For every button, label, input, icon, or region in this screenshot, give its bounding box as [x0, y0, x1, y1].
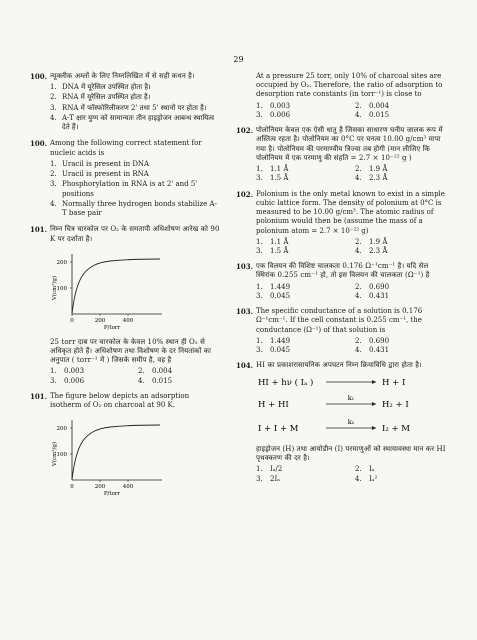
option[interactable]: 1. 1.449: [256, 282, 291, 291]
reaction-1-reactants: HI + hν ( Iₐ ): [258, 377, 314, 388]
mechanism-svg: [256, 374, 446, 440]
option[interactable]: 3. 0.006: [50, 376, 85, 385]
question-text: न्यूक्लीक अम्लों के लिए निम्नलिखित में से सही कथन है।: [50, 72, 195, 80]
options: [256, 283, 448, 301]
option[interactable]: 2. 0.004: [138, 367, 173, 376]
options: [256, 102, 448, 120]
question-number: 103.: [236, 262, 254, 272]
y-tick: 100: [56, 285, 67, 292]
question-number: 103.: [236, 307, 254, 317]
reaction-3-products: I₂ + M: [382, 423, 410, 434]
question-number: 104.: [236, 361, 254, 371]
statement: 4. Normally three hydrogen bonds stabilize A-T base pair: [50, 199, 217, 218]
question-text: The specific conductance of a solution is 0.176 Ω⁻¹cm⁻¹. If the cell constant is 0.255 cm⁻¹, the conductance (Ω⁻¹) of that solution is: [256, 307, 423, 334]
x-axis-label: P/torr: [103, 491, 121, 498]
options: [256, 337, 448, 355]
question-followup: हाइड्रोजन (H) तथा आयोडीन (I) परमाणुओं को स्थायावस्था मान कर HI पृथक्करण की दर है।: [256, 444, 446, 463]
x-tick: 200: [94, 317, 106, 324]
question-number: 101.: [30, 391, 48, 401]
question-number: 100.: [30, 139, 48, 149]
question-text: निम्न चित्र चारकोल पर O₂ के समतापी अधिशोषण आरेख को 90 K पर दर्शाता है।: [50, 225, 220, 243]
y-axis-label: V(cm³/g): [52, 275, 58, 300]
page-number: 29: [233, 55, 244, 64]
option[interactable]: 1. 1.1 Å: [256, 237, 289, 246]
reaction-2-products: H₂ + I: [382, 399, 409, 410]
question-102-english: [236, 190, 448, 257]
question-101-english: [30, 392, 220, 504]
statement: 2. RNA में यूरेसिल उपस्थित होता है।: [50, 93, 151, 102]
question-101-english-continued: [236, 72, 448, 120]
option[interactable]: 4. 0.015: [138, 376, 173, 385]
statement: 2. Uracil is present in RNA: [50, 170, 149, 179]
option[interactable]: 4. 2.3 Å: [355, 174, 388, 183]
question-number: 102.: [236, 189, 254, 199]
option[interactable]: 3. 0.045: [256, 291, 291, 300]
options: [256, 165, 448, 183]
option[interactable]: 4. 0.431: [355, 291, 390, 300]
question-text: Among the following correct statement for nucleic acids is: [50, 139, 202, 157]
isotherm-svg: [50, 248, 170, 332]
reaction-2-reactants: H + HI: [258, 399, 289, 410]
rate-constant-k1: k₁: [347, 393, 355, 402]
x-tick: 200: [94, 484, 106, 491]
right-column: [236, 72, 448, 490]
statement: 1. Uracil is present in DNA: [50, 159, 150, 168]
question-103-english: [236, 307, 448, 355]
question-text: The figure below depicts an adsorption isotherm of O₂ on charcoal at 90 K.: [50, 391, 190, 410]
option[interactable]: 1. 1.449: [256, 336, 291, 345]
question-102-hindi: [236, 126, 448, 183]
x-tick: 400: [122, 317, 134, 324]
statement: 4. A-T क्षार युग्म को सामान्यतः तीन हाइड्रोजन आबन्ध स्थायित्व देते हैं।: [50, 113, 214, 132]
x-tick: 0: [70, 484, 74, 491]
options: [50, 367, 220, 385]
option[interactable]: 1. Iₐ/2: [256, 465, 283, 474]
option[interactable]: 2. 1.9 Å: [355, 237, 388, 246]
x-axis-label: P/torr: [103, 324, 121, 331]
rate-constant-k2: k₂: [347, 417, 355, 426]
options: [256, 465, 448, 483]
options: [256, 238, 448, 256]
option[interactable]: 2. 0.004: [355, 101, 390, 110]
isotherm-curve: [72, 425, 160, 480]
statement-list: [50, 160, 220, 218]
question-number: 101.: [30, 225, 48, 235]
option[interactable]: 1. 0.003: [50, 367, 85, 376]
question-104-hindi: [236, 361, 448, 483]
question-text: पोलोनियम केवल एक ऐसी धातु है जिसका साधारण घनीय जालक रूप में अस्तित्व रहता है। पोलोनियम का 0°C पर घनत्व 10.00 g/cm³ मापा गया है। पोलोनियम की परमाण्वीय त्रिज्या तब होगी (मान लीजिए कि पोलोनियम में एक परमाणु की संहति = 2.7 × 10⁻²² g ): [256, 126, 443, 162]
option[interactable]: 3. 0.006: [256, 110, 291, 119]
option[interactable]: 2. 1.9 Å: [355, 165, 388, 174]
x-tick: 400: [122, 484, 134, 491]
y-tick: 200: [56, 259, 67, 266]
arrow-icon: [372, 402, 376, 406]
adsorption-isotherm-graph: [50, 414, 220, 498]
question-text: HI का प्रकाशरासायनिक अपघटन निम्न क्रियाविधि द्वारा होता है।: [256, 361, 422, 370]
option[interactable]: 2. 0.690: [355, 282, 390, 291]
question-100-hindi: [30, 72, 220, 133]
question-103-hindi: [236, 262, 448, 301]
option[interactable]: 4. 0.015: [355, 110, 390, 119]
reaction-mechanism: [256, 374, 448, 443]
option[interactable]: 4. 2.3 Å: [355, 246, 388, 255]
arrow-icon: [372, 426, 376, 430]
option[interactable]: 4. Iₐ²: [355, 474, 378, 483]
option[interactable]: 3. 2Iₐ: [256, 474, 280, 483]
statement: 3. Phosphorylation in RNA is at 2' and 5' positions: [50, 180, 198, 198]
arrow-icon: [372, 380, 376, 384]
isotherm-svg: [50, 414, 170, 498]
y-tick: 100: [56, 452, 67, 459]
adsorption-isotherm-graph: [50, 248, 220, 332]
option[interactable]: 2. 0.690: [355, 336, 390, 345]
statement: 1. DNA में यूरेसिल उपस्थित होता है।: [50, 83, 151, 92]
statement: 3. RNA में फॉस्फोरिलीकरण 2' तथा 5' स्थानों पर होता है।: [50, 103, 207, 112]
reaction-3-reactants: I + I + M: [258, 423, 299, 434]
question-101-hindi: [30, 225, 220, 386]
question-followup: 25 torr दाब पर चारकोल के केवल 10% स्थान ही O₂ से अधिकृत होते हैं। अधिशोषण तथा विशोषण के दर नियतांकों का अनुपात ( torr⁻¹ में ) जिसके समीप है, वह है: [50, 337, 212, 365]
option[interactable]: 3. 0.045: [256, 346, 291, 355]
option[interactable]: 1. 1.1 Å: [256, 165, 289, 174]
reaction-1-products: H + I: [382, 377, 406, 388]
question-text: Polonium is the only metal known to exist in a simple cubic lattice form. The density of polonium at 0°C is measured to be 10.00 g/cm³. The atomic radius of polonium would then be (assume the mass of a polonium atom = 2.7 × 10⁻²² g): [256, 189, 445, 235]
option[interactable]: 4. 0.431: [355, 346, 390, 355]
question-100-english: [30, 139, 220, 219]
y-tick: 200: [56, 426, 67, 433]
option[interactable]: 3. 1.5 Å: [256, 246, 289, 255]
y-axis-label: V(cm³/g): [52, 442, 58, 467]
option[interactable]: 3. 1.5 Å: [256, 174, 289, 183]
question-number: 100.: [30, 72, 48, 81]
statement-list: [50, 83, 220, 132]
question-number: 102.: [236, 126, 254, 136]
option[interactable]: 1. 0.003: [256, 101, 291, 110]
question-text: At a pressure 25 torr, only 10% of charcoal sites are occupied by O₂. Therefore, the ratio of adsorption to desorption rate constants (in torr⁻¹) is close to: [256, 72, 443, 99]
isotherm-curve: [72, 259, 160, 314]
option[interactable]: 2. Iₐ: [355, 465, 375, 474]
question-text: एक विलयन की विशिष्ट चालकता 0.176 Ω⁻¹cm⁻¹ है। यदि सेल स्थिरांक 0.255 cm⁻¹ हो, तो इस विलयन की चालकता (Ω⁻¹) है: [256, 262, 430, 280]
x-tick: 0: [70, 317, 74, 324]
left-column: [30, 72, 220, 510]
